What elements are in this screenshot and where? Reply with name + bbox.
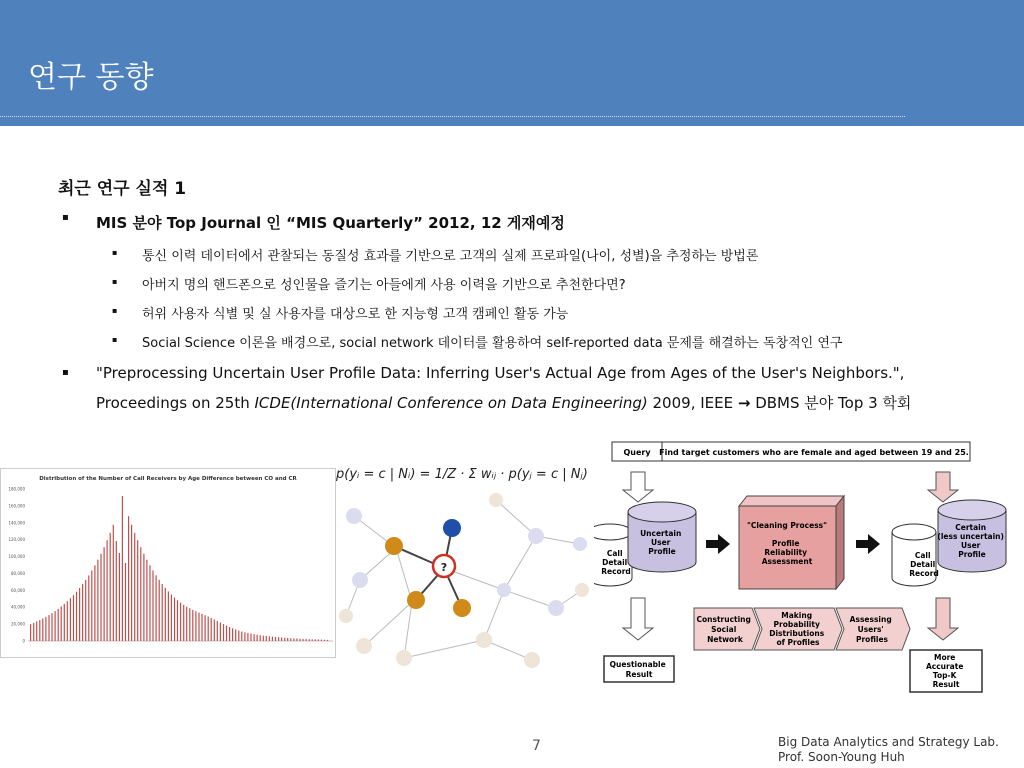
unknown-node-label: ? [440,561,448,574]
chart-bar [195,611,196,641]
chart-bar [250,634,251,641]
paper-year: 2009, IEEE [647,394,738,412]
chart-bar [79,588,80,641]
bullet-journal: MIS 분야 Top Journal 인 “MIS Quarterly” 2012, 12 게재예정 [96,214,565,232]
chart-bar [244,632,245,641]
down-arrow-icon [928,598,958,640]
chart-bar [205,615,206,641]
network-edges [346,500,582,660]
paper-line-1: "Preprocessing Uncertain User Profile Data: Inferring User's Actual Age from Ages of the User's Neighbors.", [96,364,905,382]
chart-bar [88,575,89,641]
chart-bar [183,605,184,641]
chart-bar [168,591,169,641]
bullet-mark: ▪ [62,367,69,378]
sub-bullet-4: Social Science 이론을 배경으로, social network 데이터를 활용하여 self-reported data 문제를 해결하는 독창적인 연구 [142,336,843,351]
chart-bar [70,598,71,641]
query-label: Query [623,448,651,457]
chart-bar [122,496,123,641]
chart-bar [226,626,227,641]
chart-bar [30,624,31,641]
chart-bar [201,614,202,641]
chart-bar [91,571,92,642]
chart-bar [125,563,126,641]
chart-bar [223,624,224,641]
chart-bar [254,634,255,641]
chart-bar [263,636,264,641]
chart-bar [327,640,328,641]
chart-bar [58,609,59,641]
chart-y-tick-label: 120,000 [8,537,25,543]
social-network-figure [336,440,594,672]
chart-bar [269,636,270,641]
down-arrow-icon [623,472,653,502]
sub-bullet-1: 통신 이력 데이터에서 관찰되는 동질성 효과를 기반으로 고객의 실제 프로파일(나이, 성별)을 추정하는 방법론 [142,249,759,264]
chart-y-tick-label: 80,000 [11,570,25,576]
chart-title: Distribution of the Number of Call Receivers by Age Difference between CO and CR [39,476,297,482]
chart-bar [143,554,144,641]
chart-bar [162,584,163,641]
step-assessing-profiles: Assessing Users' Profiles [849,615,892,644]
chart-bar [321,640,322,641]
chart-bar [309,639,310,641]
header-divider [0,116,905,117]
chart-y-tick-label: 40,000 [11,604,25,610]
chart-bar [55,611,56,641]
cleaning-process-diagram [594,436,1024,696]
chart-bar [189,608,190,641]
chart-bar [113,525,114,641]
chart-bar [159,580,160,641]
right-arrow-icon [706,534,730,554]
chart-bar [272,637,273,641]
chart-bar [152,571,153,642]
paper-conference: ICDE(International Conference on Data Engineering) [254,394,648,412]
chart-bar [51,613,52,641]
chart-bar [100,554,101,641]
chart-bar [137,540,138,641]
chart-bar [260,635,261,641]
chart-bar [174,598,175,641]
chart-bar [318,640,319,642]
chart-bar [140,547,141,641]
chart-bar [76,592,77,641]
chart-bar [104,547,105,641]
chart-bar [180,603,181,641]
chart-bar [131,525,132,641]
chart-bar [296,639,297,642]
chart-y-tick-label: 100,000 [8,554,25,560]
chart-bar [119,553,120,641]
professor-name: Prof. Soon-Young Huh [778,750,905,764]
chart-y-tick-label: 60,000 [11,587,25,593]
chart-bar [315,639,316,641]
chart-bar [217,621,218,641]
uncertain-profile-text: Uncertain User Profile [640,529,682,556]
lab-credit [778,735,999,765]
sub-bullet-3: 허위 사용자 식별 및 실 사용자를 대상으로 한 지능형 고객 캠페인 활동 가능 [142,307,569,322]
call-record-right-text: Call Detail Record [909,551,939,578]
down-arrow-icon [623,598,653,640]
chart-bar [85,580,86,641]
sub-bullet-mark: ▪ [112,277,118,286]
chart-bar [257,635,258,641]
bullet-mark: ▪ [62,212,69,223]
chart-bar [42,619,43,642]
sub-bullet-mark: ▪ [112,248,118,257]
chart-bar [281,638,282,642]
chart-y-tick-label: 160,000 [8,503,25,509]
chart-bar [324,640,325,641]
chart-bar [198,613,199,641]
chart-bar [192,610,193,641]
chart-bar [232,628,233,641]
age-difference-chart [0,468,336,658]
chart-bar [33,623,34,641]
cleaning-title: "Cleaning Process" [746,521,828,530]
chart-y-tick-label: 180,000 [8,486,25,492]
chart-bar [312,639,313,641]
chart-y-tick-label: 20,000 [11,621,25,627]
chart-bar [97,560,98,641]
chart-bar [171,595,172,641]
chart-bar [128,516,129,641]
chart-bar [82,584,83,641]
chart-bar [156,575,157,641]
questionable-result-text: Questionable Result [609,660,666,679]
chart-bar [275,637,276,641]
chart-bar [48,615,49,641]
chart-y-tick-label: 0 [22,638,25,644]
chart-bar [116,541,117,641]
sub-bullet-mark: ▪ [112,335,118,344]
chart-bar [290,638,291,641]
chart-bar [302,639,303,641]
chart-bar [235,630,236,642]
chart-y-tick-label: 140,000 [8,520,25,526]
step-making-distributions: Making Probability Distributions of Profiles [769,611,825,647]
certain-profile-text: Certain (less uncertain) User Profile [937,523,1004,559]
query-text: Find target customers who are female and aged between 19 and 25. [659,448,969,457]
arrow-icon: → [737,394,751,412]
right-arrow-icon [856,534,880,554]
network-nodes [339,493,589,668]
chart-bar [247,633,248,641]
chart-bar [61,607,62,642]
chart-bar [107,540,108,641]
chart-bar [64,604,65,641]
chart-bar [299,639,300,641]
chart-bar [211,618,212,641]
chart-bar [266,636,267,641]
chart-bar [36,622,37,642]
section-heading: 최근 연구 실적 1 [58,179,187,199]
slide-title: 연구 동향 [28,60,154,95]
chart-bar [284,638,285,641]
cleaning-body: Profile Reliability Assessment [761,539,813,566]
sub-bullet-mark: ▪ [112,306,118,315]
sub-bullet-2: 아버지 명의 핸드폰으로 성인물을 즐기는 아들에게 사용 이력을 기반으로 추천한다면? [142,278,626,293]
lab-name: Big Data Analytics and Strategy Lab. [778,735,999,749]
chart-bar [177,600,178,641]
chart-bar [73,595,74,641]
chart-bar [67,601,68,641]
chart-bar [208,617,209,642]
chart-bar [94,565,95,641]
chart-bar [214,619,215,641]
chart-bar [45,617,46,641]
title-bar [0,0,1024,126]
chart-bar [186,607,187,641]
chart-bar [238,631,239,642]
step-constructing-network: Constructing Social Network [696,615,751,644]
chart-bar [165,588,166,641]
accurate-result-text: More Accurate Top-K Result [925,653,964,689]
chart-bar [134,533,135,641]
paper-ranking: DBMS 분야 Top 3 학회 [750,394,912,412]
chart-bar [146,560,147,641]
chart-bar [39,620,40,641]
chart-bar [220,623,221,642]
down-arrow-icon [928,472,958,502]
paper-proceedings: Proceedings on 25th [96,394,255,412]
inference-formula: p(yᵢ = c | Nᵢ) = 1/Z · Σ wᵢⱼ · p(yⱼ = c | Nⱼ) [336,467,588,482]
chart-bar [287,638,288,641]
chart-bar [149,565,150,641]
chart-bar [241,632,242,642]
chart-bar [306,639,307,641]
chart-bar [229,627,230,641]
page-number: 7 [532,738,541,754]
chart-bar [278,637,279,641]
paper-line-2 [96,388,996,418]
bullet-paper [96,358,996,418]
chart-bar [110,533,111,641]
call-record-left-text: Call Detail Record [601,549,631,576]
chart-bar [293,638,294,641]
